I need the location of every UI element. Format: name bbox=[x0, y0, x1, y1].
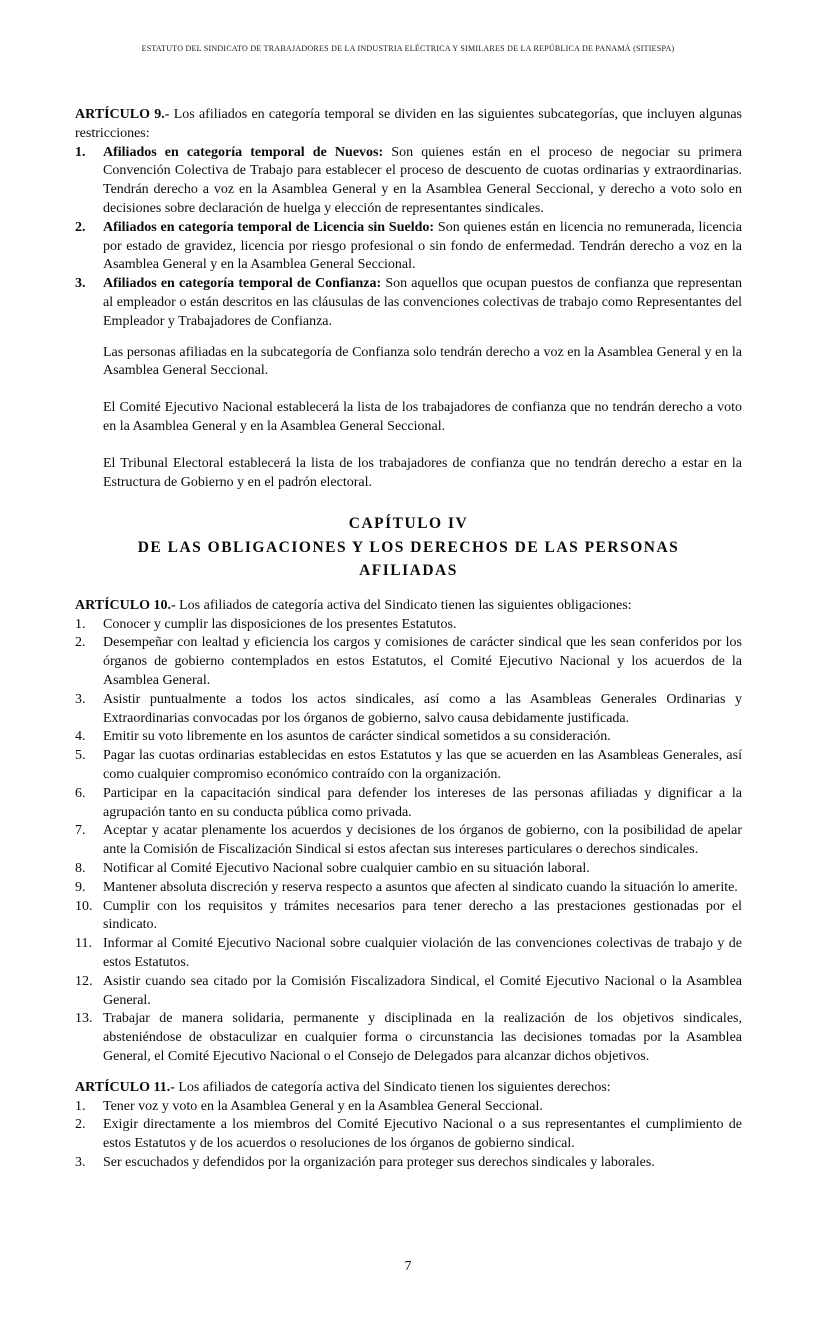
article10-item-10 bbox=[75, 898, 742, 936]
article10-item-4 bbox=[75, 728, 742, 747]
article11-item-3 bbox=[75, 1154, 742, 1173]
article10-intro-text: Los afiliados de categoría activa del Sindicato tienen las siguientes obligaciones: bbox=[179, 597, 632, 613]
item-lead: Afiliados en categoría temporal de Nuevos: bbox=[103, 144, 384, 160]
article10-item-12 bbox=[75, 973, 742, 1011]
article10-list bbox=[75, 616, 742, 1067]
item-text: Asistir cuando sea citado por la Comisión Fiscalizadora Sindical, el Comité Ejecutivo Nacional o la Asamblea General. bbox=[103, 973, 742, 1008]
item-text: Participar en la capacitación sindical para defender los intereses de las personas afiliadas y dignificar a la agrupación tanto en su conducta pública como privada. bbox=[103, 785, 742, 820]
document-content bbox=[75, 106, 742, 1173]
item-number: 6. bbox=[75, 785, 86, 801]
chapter4-title-line1: CAPÍTULO IV bbox=[348, 515, 469, 533]
article9-note-paragraph-3: El Tribunal Electoral establecerá la lista de los trabajadores de confianza que no tendrán derecho a estar en la Estructura de Gobierno y en el padrón electoral. bbox=[103, 455, 742, 490]
article10-item-5 bbox=[75, 747, 742, 785]
item-number: 13. bbox=[75, 1011, 93, 1027]
item-lead: Afiliados en categoría temporal de Licencia sin Sueldo: bbox=[103, 219, 435, 235]
item-number: 2. bbox=[75, 635, 86, 651]
item-text: Son quienes están en licencia no remunerada, licencia por estado de gravidez, licencia por riesgo profesional o sin fondo de enfermedad. Tendrán derecho a voz en la Asamblea General y en la Asamblea General Seccional. bbox=[103, 219, 743, 273]
item-text: Exigir directamente a los miembros del Comité Ejecutivo Nacional o a sus representantes el cumplimiento de estos Estatutos y de los acuerdos o resoluciones de los órganos de gobierno sindical. bbox=[103, 1117, 742, 1152]
article9-label: ARTÍCULO 9.- bbox=[75, 107, 170, 122]
item-text: Tener voz y voto en la Asamblea General y en la Asamblea General Seccional. bbox=[103, 1098, 543, 1114]
item-number: 7. bbox=[75, 823, 86, 839]
article11-item-2 bbox=[75, 1116, 742, 1154]
article11-heading bbox=[75, 1079, 742, 1098]
item-number: 3. bbox=[75, 1154, 86, 1170]
item-text: Ser escuchados y defendidos por la organización para proteger sus derechos sindicales y laborales. bbox=[103, 1154, 655, 1170]
item-number: 3. bbox=[75, 276, 86, 292]
page-number: 7 bbox=[404, 1259, 412, 1274]
item-number: 11. bbox=[75, 936, 92, 952]
article9-item-3 bbox=[75, 275, 742, 331]
article9-intro-text: Los afiliados en categoría temporal se dividen en las siguientes subcategorías, que incluyen algunas restricciones: bbox=[75, 107, 743, 141]
article10-item-7 bbox=[75, 822, 742, 860]
article11-item-1 bbox=[75, 1098, 742, 1117]
item-number: 5. bbox=[75, 748, 86, 764]
item-text: Aceptar y acatar plenamente los acuerdos y decisiones de los órganos de gobierno, con la posibilidad de apelar ante la Comisión de Fiscalización Sindical si estos afectan sus intereses particulares o derechos sindicales. bbox=[103, 823, 742, 858]
article9-list bbox=[75, 144, 742, 332]
item-text: Notificar al Comité Ejecutivo Nacional sobre cualquier cambio en su situación laboral. bbox=[103, 861, 590, 876]
item-text: Trabajar de manera solidaria, permanente y disciplinada en la realización de los objetivos sindicales, absteniéndose de obstaculizar en cualquier forma o circunstancia las decisiones tomadas por la Asamblea General, el Comité Ejecutivo Nacional o el Consejo de Delegados para alcanzar dichos objetivos. bbox=[103, 1011, 742, 1064]
item-number: 2. bbox=[75, 219, 86, 235]
article10-heading bbox=[75, 597, 742, 616]
article9-note-paragraph-1: Las personas afiliadas en la subcategoría de Confianza solo tendrán derecho a voz en la Asamblea General y en la Asamblea General Seccional. bbox=[103, 344, 742, 379]
chapter4-heading bbox=[75, 512, 742, 583]
item-text: Son aquellos que ocupan puestos de confianza que representan al empleador o están descritos en las cláusulas de las convenciones colectivas de trabajo como Representantes del Empleador y Trabajadores de Confianza. bbox=[103, 276, 742, 329]
item-number: 4. bbox=[75, 729, 86, 745]
chapter4-title-line2: DE LAS OBLIGACIONES Y LOS DERECHOS DE LAS PERSONAS bbox=[137, 538, 680, 556]
article11-intro-text: Los afiliados de categoría activa del Sindicato tienen los siguientes derechos: bbox=[178, 1079, 611, 1095]
article10-item-13 bbox=[75, 1010, 742, 1066]
item-number: 8. bbox=[75, 861, 86, 876]
article11-list bbox=[75, 1098, 742, 1173]
article10-item-2 bbox=[75, 634, 742, 690]
item-text: Cumplir con los requisitos y trámites necesarios para tener derecho a las prestaciones gestionadas por el sindicato. bbox=[103, 898, 742, 933]
article9-note-paragraph-2: El Comité Ejecutivo Nacional establecerá la lista de los trabajadores de confianza que no tendrán derecho a voto en la Asamblea General y en la Asamblea General Seccional. bbox=[103, 400, 742, 434]
article10-item-11 bbox=[75, 935, 742, 973]
item-text: Asistir puntualmente a todos los actos sindicales, así como a las Asambleas Generales Ordinarias y Extraordinarias convocadas por los órganos de gobierno, salvo causa debidamente justificada. bbox=[103, 691, 742, 726]
item-number: 9. bbox=[75, 879, 86, 895]
item-number: 1. bbox=[75, 1098, 86, 1114]
article10-label: ARTÍCULO 10.- bbox=[75, 597, 176, 613]
item-number: 1. bbox=[75, 616, 86, 632]
item-text: Desempeñar con lealtad y eficiencia los cargos y comisiones de carácter sindical que les sean conferidos por los órganos de gobierno contemplados en estos Estatutos, el Comité Ejecutivo Nacional y los acuerdos de la Asamblea General. bbox=[103, 635, 742, 689]
article9-item-1 bbox=[75, 144, 742, 219]
item-number: 10. bbox=[75, 898, 93, 914]
item-number: 12. bbox=[75, 973, 93, 989]
item-text: Pagar las cuotas ordinarias establecidas en estos Estatutos y las que se acuerden en las Asambleas Generales, así como cualquier compromiso económico contraído con la organización. bbox=[103, 748, 742, 783]
article9-item-2 bbox=[75, 219, 742, 275]
article11-label: ARTÍCULO 11.- bbox=[75, 1079, 175, 1095]
item-number: 3. bbox=[75, 691, 86, 707]
article10-item-8 bbox=[75, 860, 742, 879]
article9-heading bbox=[75, 106, 742, 144]
article10-item-1 bbox=[75, 616, 742, 635]
article10-item-3 bbox=[75, 691, 742, 729]
item-text: Informar al Comité Ejecutivo Nacional sobre cualquier violación de las convenciones colectivas de trabajo y de estos Estatutos. bbox=[103, 936, 742, 970]
item-text: Son quienes están en el proceso de negociar su primera Convención Colectiva de Trabajo para establecer el proceso de descuento de cuotas ordinarias y extraordinarias. Tendrán derecho a voz en la Asamblea General y en la Asamblea General Seccional, y derecho a voto solo en decisiones sobre declaración de huelga y elección de representantes sindicales. bbox=[103, 144, 743, 216]
article10-item-6 bbox=[75, 785, 742, 823]
article10-item-9 bbox=[75, 879, 742, 898]
item-number: 2. bbox=[75, 1117, 86, 1133]
item-text: Mantener absoluta discreción y reserva respecto a asuntos que afecten al sindicato cuando la situación lo amerite. bbox=[103, 879, 738, 895]
item-text: Emitir su voto libremente en los asuntos de carácter sindical sometidos a su consideración. bbox=[103, 729, 611, 745]
item-text: Conocer y cumplir las disposiciones de los presentes Estatutos. bbox=[103, 616, 457, 632]
running-header: ESTATUTO DEL SINDICATO DE TRABAJADORES DE LA INDUSTRIA ELÉCTRICA Y SIMILARES DE LA REPÚBLICA DE PANAMÁ (SITIESPA) bbox=[141, 44, 675, 53]
chapter4-title-line3: AFILIADAS bbox=[359, 562, 458, 580]
item-number: 1. bbox=[75, 144, 86, 160]
item-lead: Afiliados en categoría temporal de Confianza: bbox=[103, 276, 382, 292]
